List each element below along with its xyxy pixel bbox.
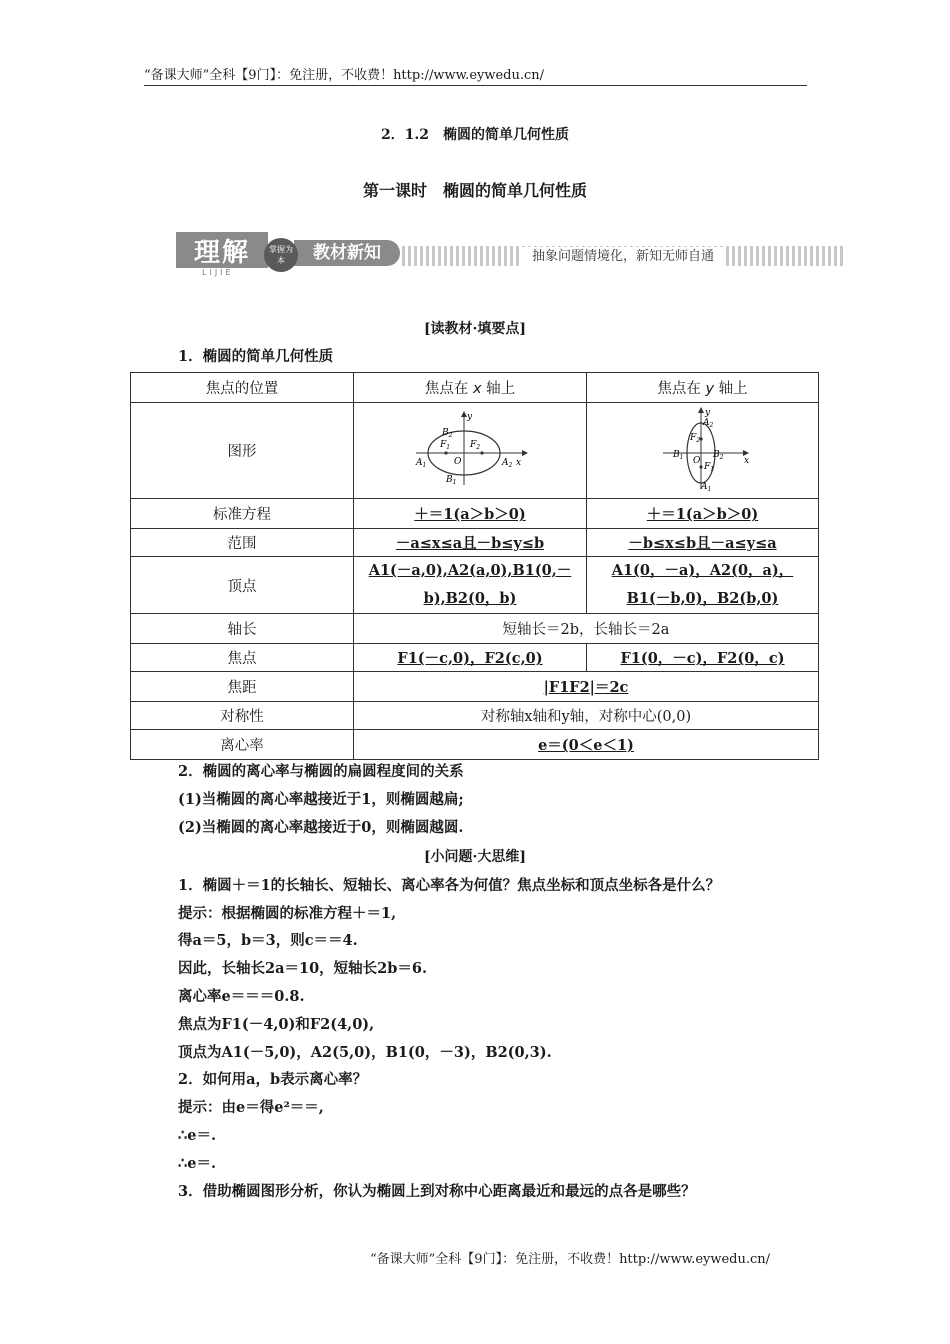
- vertices-y: A1(0，－a)，A2(0，a)，B1(－b,0)，B2(b,0): [587, 557, 819, 614]
- answer-line: ∴e＝.: [178, 1127, 216, 1144]
- label-A2: $A_2$: [702, 417, 713, 429]
- banner-main-text: 理解: [194, 238, 251, 268]
- label-A1: $A_1$: [700, 481, 711, 491]
- equation-y: ＋＝1(a＞b＞0): [587, 499, 819, 529]
- answer-line: 因此，长轴长2a＝10，短轴长2b＝6.: [178, 960, 428, 977]
- range-x: －a≤x≤a且－b≤y≤b: [354, 529, 587, 557]
- table-row: [131, 644, 819, 672]
- foci-x: F1(－c,0)，F2(c,0): [354, 644, 587, 672]
- label-B2: $B_2$: [442, 427, 453, 439]
- axis-length: 短轴长＝2b，长轴长＝2a: [354, 614, 819, 644]
- label-y: y: [467, 411, 473, 422]
- banner-pinyin: LIJIE: [202, 268, 234, 277]
- ellipse-figure-y: [587, 403, 819, 499]
- table-row: [131, 702, 819, 730]
- row-label: 顶点: [131, 557, 354, 614]
- focal-distance: |F1F2|＝2c: [354, 672, 819, 702]
- label-x: x: [516, 457, 522, 468]
- symmetry: 对称轴x轴和y轴，对称中心(0,0): [354, 702, 819, 730]
- table-row: [131, 529, 819, 557]
- answer-line: ∴e＝.: [178, 1155, 216, 1172]
- section-title: 2．1.2 椭圆的简单几何性质: [380, 127, 570, 143]
- row-label: 焦距: [131, 672, 354, 702]
- label-A2: $A_2$: [502, 457, 513, 469]
- eccentricity: e＝(0＜e＜1): [354, 730, 819, 760]
- label-F1: $F_1$: [440, 439, 451, 451]
- question-2: 2．如何用a，b表示离心率？: [178, 1071, 368, 1088]
- answer-line: 提示：根据椭圆的标准方程＋＝1,: [178, 905, 397, 922]
- vertices-x: A1(－a,0),A2(a,0),B1(0,－b),B2(0，b): [354, 557, 587, 614]
- ellipse-y-diagram: [643, 407, 763, 491]
- header-cell: 焦点在 y 轴上: [587, 373, 819, 403]
- ellipse-properties-table: [130, 372, 819, 760]
- ellipse-figure-x: [354, 403, 587, 499]
- range-y: －b≤x≤b且－a≤y≤a: [587, 529, 819, 557]
- row-label: 对称性: [131, 702, 354, 730]
- label-F2: $F_2$: [470, 439, 481, 451]
- row-label: 范围: [131, 529, 354, 557]
- banner-seal: 掌握为本: [264, 238, 298, 272]
- label-y: y: [704, 407, 710, 418]
- label-O: O: [692, 455, 700, 466]
- question-3: 3．借助椭圆图形分析，你认为椭圆上到对称中心距离最近和最远的点各是哪些？: [178, 1183, 696, 1200]
- banner-slogan: 抽象问题情境化，新知无师自通: [522, 247, 724, 267]
- row-label: 轴长: [131, 614, 354, 644]
- ellipse-x-diagram: [410, 409, 530, 489]
- header-cell: 焦点的位置: [131, 373, 354, 403]
- lesson-title: 第一课时 椭圆的简单几何性质: [362, 181, 587, 200]
- header-rule: [144, 85, 807, 86]
- label-F1: $F_1$: [703, 461, 714, 473]
- equation-x: ＋＝1(a＞b＞0): [354, 499, 587, 529]
- page-header: “备课大师”全科【9门】：免注册，不收费！http://www.eywedu.cn/: [144, 68, 545, 83]
- table-row: [131, 373, 819, 403]
- row-label: 离心率: [131, 730, 354, 760]
- label-F2: $F_2$: [689, 432, 700, 444]
- table-row: [131, 499, 819, 529]
- heading-eccentricity-relation: 2．椭圆的离心率与椭圆的扁圆程度间的关系: [178, 763, 464, 780]
- answer-line: 焦点为F1(－4,0)和F2(4,0),: [178, 1016, 375, 1033]
- answer-line: 得a＝5，b＝3，则c＝＝4.: [178, 932, 358, 949]
- label-B2: $B_2$: [712, 449, 723, 461]
- label-x: x: [743, 455, 749, 466]
- read-textbook-title: [读教材·填要点]: [423, 321, 527, 337]
- answer-line: 提示：由e＝得e²＝＝,: [178, 1099, 324, 1116]
- question-1: 1．椭圆＋＝1的长轴长、短轴长、离心率各为何值？焦点坐标和顶点坐标各是什么？: [178, 877, 721, 894]
- table-row: [131, 672, 819, 702]
- row-label: 焦点: [131, 644, 354, 672]
- row-label: 标准方程: [131, 499, 354, 529]
- section-banner: [176, 232, 846, 277]
- label-O: O: [454, 456, 462, 467]
- relation-2: (2)当椭圆的离心率越接近于0，则椭圆越圆.: [178, 819, 464, 836]
- answer-line: 离心率e＝＝＝0.8.: [178, 988, 305, 1005]
- answer-line: 顶点为A1(－5,0)，A2(5,0)，B1(0，－3)，B2(0,3).: [178, 1044, 552, 1061]
- think-title: [小问题·大思维]: [423, 849, 527, 865]
- header-cell: 焦点在 x 轴上: [354, 373, 587, 403]
- banner-sub-text: 教材新知: [294, 240, 400, 266]
- relation-1: (1)当椭圆的离心率越接近于1，则椭圆越扁;: [178, 791, 464, 808]
- page-footer: “备课大师”全科【9门】：免注册，不收费！http://www.eywedu.cn/: [370, 1252, 771, 1267]
- row-label: 图形: [131, 403, 354, 499]
- table-row: [131, 614, 819, 644]
- foci-y: F1(0，－c)，F2(0，c): [587, 644, 819, 672]
- label-B1: $B_1$: [446, 474, 457, 486]
- table-row: [131, 403, 819, 499]
- label-B1: $B_1$: [672, 449, 683, 461]
- label-A1: $A_1$: [416, 457, 427, 469]
- table-row: [131, 557, 819, 614]
- heading-properties: 1．椭圆的简单几何性质: [178, 348, 334, 365]
- table-row: [131, 730, 819, 760]
